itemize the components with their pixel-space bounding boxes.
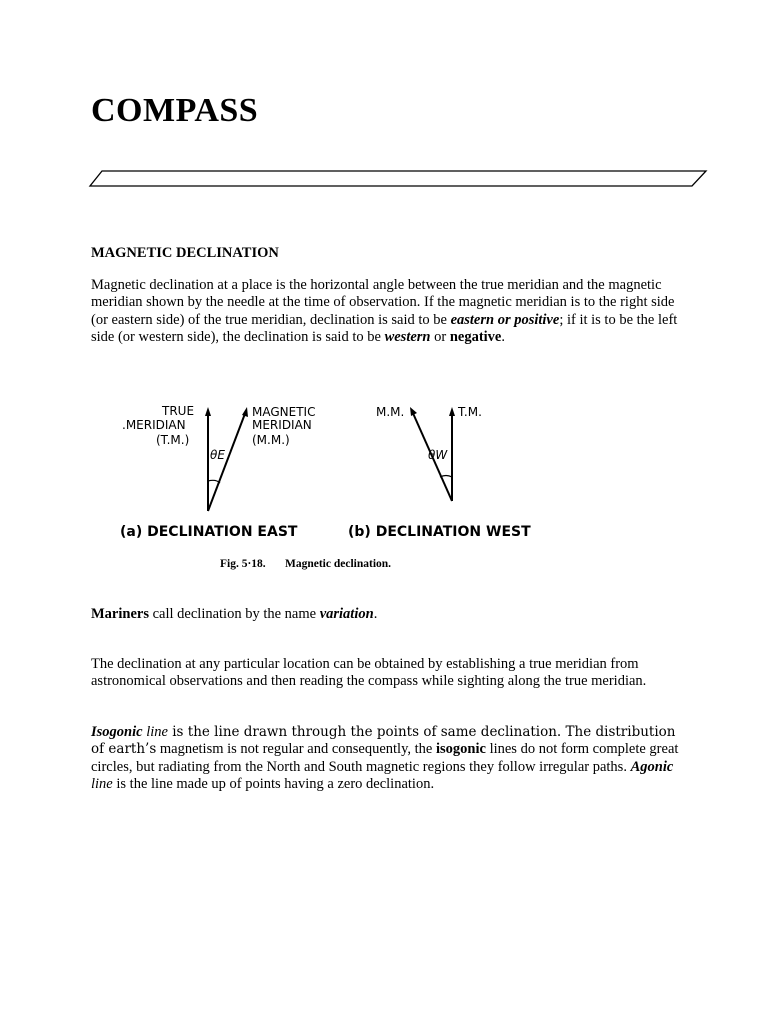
text-run: . <box>373 606 378 622</box>
term-isogonic: Isogonic <box>91 724 143 740</box>
section-heading: MAGNETIC DECLINATION <box>91 245 279 261</box>
paragraph-mariners <box>91 606 691 623</box>
text-run: lines do not form complete great circles, but radiating from the North and South magnetic regions they follow irregular paths. <box>91 741 679 775</box>
paragraph-obtaining-declination: The declination at any particular location can be obtained by establishing a true meridian from astronomical observations and then reading the compass while sighting along the true meridian. <box>91 656 647 690</box>
paragraph-definition <box>91 277 691 346</box>
text-run: . <box>501 328 505 345</box>
true-meridian-arrow-a <box>205 407 211 416</box>
text-run: magnetism is not regular and consequently, the <box>156 741 436 758</box>
term-line: line <box>146 724 168 740</box>
emphasis-negative: negative <box>449 328 502 345</box>
term-mariners: Mariners <box>91 606 149 622</box>
text-run: ; if it is to be the left side (or western side), the declination is said to be <box>91 311 678 345</box>
true-label-1: TRUE <box>162 404 195 418</box>
true-label-3: (T.M.) <box>156 433 190 447</box>
term-agonic: Agonic <box>630 758 674 775</box>
magnetic-label-2: MERIDIAN <box>252 418 312 432</box>
term-isogonic-lines: isogonic <box>435 741 486 758</box>
angle-arc-b <box>440 476 452 478</box>
text-run: Magnetic declination at a place is the horizontal angle between the true meridian and the magnetic meridian shown by the needle at the time of observation. If the magnetic meridian is to the right side (or eastern side) of the true meridian, declination is said to be <box>91 277 675 328</box>
mm-label: M.M. <box>376 405 405 419</box>
paragraph-isogonic <box>91 724 691 793</box>
caption-declination-west: (b) DECLINATION WEST <box>348 524 531 540</box>
true-meridian-arrow-b <box>449 407 455 416</box>
title-rule <box>88 164 710 190</box>
term-variation: variation <box>319 606 374 622</box>
diagram-declination-west <box>348 405 531 540</box>
figure-caption: Magnetic declination. <box>285 558 392 570</box>
declination-figure <box>110 385 550 575</box>
text-run: call declination by the name <box>148 606 320 622</box>
term-line: line <box>91 775 113 792</box>
angle-label-east: θE <box>210 448 225 462</box>
magnetic-meridian-arrow-a <box>242 407 248 417</box>
page-title: COMPASS <box>91 92 259 129</box>
text-run: is the line made up of points having a zero declination. <box>112 775 435 792</box>
emphasis-eastern: eastern or positive <box>450 311 560 328</box>
figure-number: Fig. 5·18. <box>220 558 266 570</box>
text-run: is the line drawn through the points of same declination. The distribution of earth’s <box>91 724 676 758</box>
text-run: or <box>430 328 450 345</box>
true-label-2: .MERIDIAN <box>122 418 186 432</box>
magnetic-label-3: (M.M.) <box>252 433 290 447</box>
diagram-declination-east <box>120 404 315 540</box>
emphasis-western: western <box>384 328 431 345</box>
magnetic-label-1: MAGNETIC <box>252 405 316 419</box>
tm-label: T.M. <box>458 405 482 419</box>
angle-label-west: θW <box>428 448 448 462</box>
magnetic-meridian-arrow-b <box>410 407 417 416</box>
caption-declination-east: (a) DECLINATION EAST <box>120 524 298 540</box>
